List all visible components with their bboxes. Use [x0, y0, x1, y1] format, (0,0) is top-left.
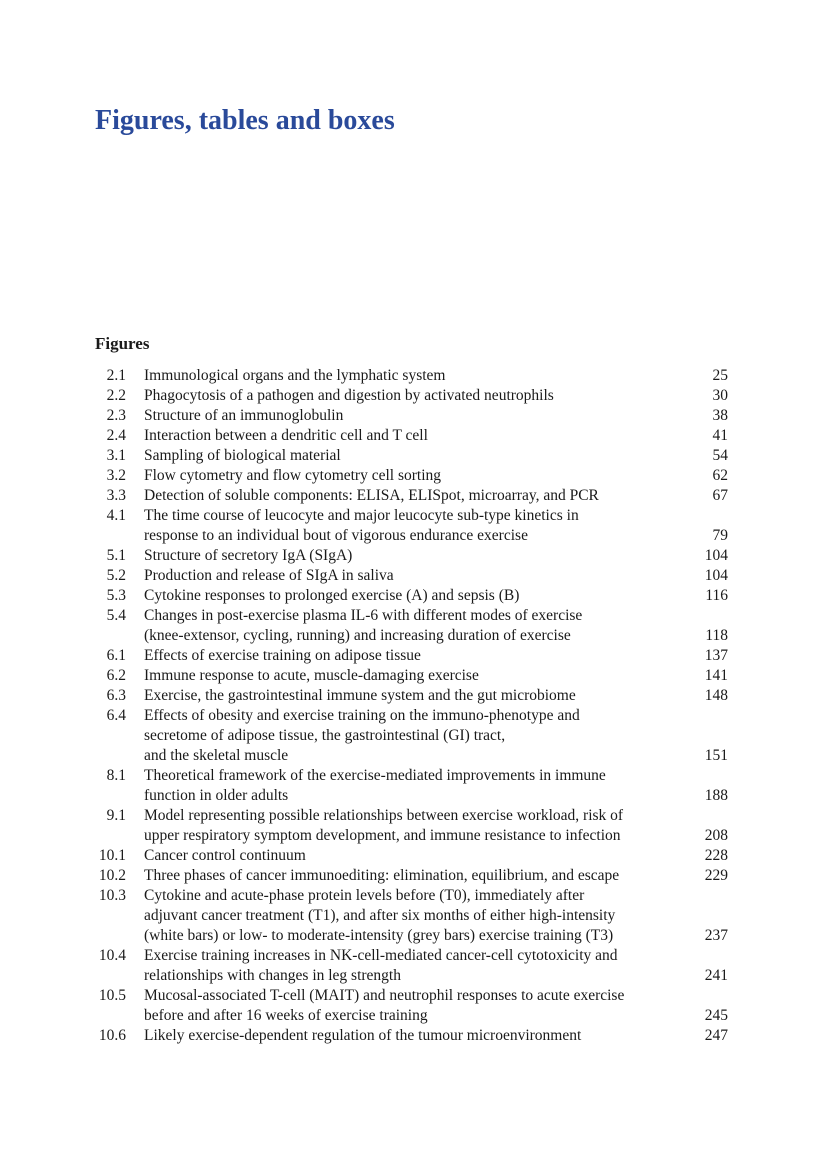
page-number: 141: [704, 667, 728, 684]
figure-caption-line: response to an individual bout of vigorous endurance exercise: [144, 527, 528, 544]
figure-list: [95, 366, 728, 1046]
figure-entry: [95, 1026, 728, 1046]
figure-caption-line: upper respiratory symptom development, and immune resistance to infection: [144, 827, 621, 844]
page-number: 104: [704, 547, 728, 564]
figure-caption-line: Detection of soluble components: ELISA, ELISpot, microarray, and PCR: [144, 487, 599, 504]
figure-caption-line: Production and release of SIgA in saliva: [144, 567, 394, 584]
figure-caption-line: relationships with changes in leg strength: [144, 967, 401, 984]
figure-entry: [95, 606, 728, 646]
figure-entry: [95, 386, 728, 406]
page-number: 237: [704, 927, 728, 944]
figure-entry: [95, 466, 728, 486]
page-number: 245: [704, 1007, 728, 1024]
figure-number: 3.1: [106, 447, 126, 464]
figure-caption-line: Immunological organs and the lymphatic system: [144, 367, 446, 384]
figure-entry: [95, 866, 728, 886]
page-number: 54: [712, 447, 728, 464]
figure-entry: [95, 666, 728, 686]
figure-caption-line: function in older adults: [144, 787, 289, 804]
figure-number: 8.1: [106, 767, 126, 784]
figure-caption-line: (white bars) or low- to moderate-intensity (grey bars) exercise training (T3): [144, 927, 614, 944]
figure-caption: [144, 486, 674, 506]
figure-caption: [144, 506, 674, 546]
figure-caption-line: Structure of secretory IgA (SIgA): [144, 547, 353, 564]
figure-caption-line: Model representing possible relationships between exercise workload, risk of: [144, 807, 624, 824]
figure-caption: [144, 866, 674, 886]
figure-entry: [95, 986, 728, 1026]
figure-caption-line: Cancer control continuum: [144, 847, 306, 864]
figure-caption-line: (knee-extensor, cycling, running) and increasing duration of exercise: [144, 627, 571, 644]
figure-number: 6.1: [106, 647, 126, 664]
figure-number: 4.1: [106, 507, 126, 524]
page-number: 208: [704, 827, 728, 844]
figure-entry: [95, 706, 728, 766]
page-number: 118: [705, 627, 728, 644]
figure-caption-line: Structure of an immunoglobulin: [144, 407, 344, 424]
figure-entry: [95, 806, 728, 846]
figure-number: 6.4: [106, 707, 126, 724]
page-number: 116: [705, 587, 728, 604]
figure-number: 10.5: [98, 987, 126, 1004]
figure-entry: [95, 846, 728, 866]
figure-caption: [144, 986, 674, 1026]
page-title: Figures, tables and boxes: [95, 105, 395, 136]
page-number: 247: [704, 1027, 728, 1044]
figure-caption-line: and the skeletal muscle: [144, 747, 289, 764]
figure-caption: [144, 666, 674, 686]
figure-entry: [95, 946, 728, 986]
figure-entry: [95, 506, 728, 546]
figure-entry: [95, 366, 728, 386]
figure-caption: [144, 466, 674, 486]
figure-entry: [95, 446, 728, 466]
figure-number: 2.3: [106, 407, 126, 424]
figure-caption-line: Changes in post-exercise plasma IL-6 with different modes of exercise: [144, 607, 583, 624]
figure-caption: [144, 646, 674, 666]
page-number: 188: [704, 787, 728, 804]
page-number: 229: [704, 867, 728, 884]
figure-number: 6.3: [106, 687, 126, 704]
figure-entry: [95, 646, 728, 666]
page-number: 41: [712, 427, 728, 444]
page-number: 25: [712, 367, 728, 384]
figure-number: 9.1: [106, 807, 126, 824]
figure-entry: [95, 486, 728, 506]
figure-caption: [144, 886, 674, 946]
figure-caption: [144, 446, 674, 466]
figure-caption-line: Interaction between a dendritic cell and T cell: [144, 427, 428, 444]
figure-caption-line: Mucosal-associated T-cell (MAIT) and neutrophil responses to acute exercise: [144, 987, 625, 1004]
figure-caption-line: Effects of obesity and exercise training on the immuno-phenotype and: [144, 707, 580, 724]
figure-caption-line: Exercise, the gastrointestinal immune system and the gut microbiome: [144, 687, 576, 704]
page-number: 38: [712, 407, 728, 424]
figure-caption: [144, 946, 674, 986]
figure-number: 6.2: [106, 667, 126, 684]
page-number: 228: [704, 847, 728, 864]
figure-caption-line: Sampling of biological material: [144, 447, 341, 464]
figure-caption-line: secretome of adipose tissue, the gastrointestinal (GI) tract,: [144, 727, 506, 744]
page-number: 79: [712, 527, 728, 544]
figure-caption: [144, 706, 674, 766]
figure-caption: [144, 366, 674, 386]
page-number: 148: [704, 687, 728, 704]
figure-caption-line: Immune response to acute, muscle-damaging exercise: [144, 667, 479, 684]
page-number: 137: [704, 647, 728, 664]
page-number: 151: [704, 747, 728, 764]
figure-number: 5.3: [106, 587, 126, 604]
figure-caption: [144, 766, 674, 806]
figure-caption: [144, 386, 674, 406]
figure-number: 10.2: [98, 867, 126, 884]
figure-number: 2.2: [106, 387, 126, 404]
figure-caption-line: Effects of exercise training on adipose tissue: [144, 647, 421, 664]
figure-entry: [95, 766, 728, 806]
figure-caption-line: Cytokine and acute-phase protein levels before (T0), immediately after: [144, 887, 585, 904]
figure-caption: [144, 546, 674, 566]
figure-number: 10.1: [98, 847, 126, 864]
figure-caption: [144, 586, 674, 606]
figure-entry: [95, 406, 728, 426]
figure-caption-line: Phagocytosis of a pathogen and digestion by activated neutrophils: [144, 387, 554, 404]
figure-entry: [95, 566, 728, 586]
figure-number: 10.6: [98, 1027, 126, 1044]
figure-number: 10.3: [98, 887, 126, 904]
figure-number: 10.4: [98, 947, 126, 964]
figure-number: 3.3: [106, 487, 126, 504]
figure-caption: [144, 606, 674, 646]
figure-number: 3.2: [106, 467, 126, 484]
figure-caption: [144, 1026, 674, 1046]
figure-number: 2.1: [106, 367, 126, 384]
figure-entry: [95, 426, 728, 446]
figure-entry: [95, 546, 728, 566]
page-number: 62: [712, 467, 728, 484]
figure-entry: [95, 586, 728, 606]
figure-caption-line: Flow cytometry and flow cytometry cell sorting: [144, 467, 442, 484]
figure-caption: [144, 846, 674, 866]
figure-caption-line: Theoretical framework of the exercise-mediated improvements in immune: [144, 767, 606, 784]
figure-caption: [144, 566, 674, 586]
figure-caption: [144, 806, 674, 846]
figure-caption-line: Three phases of cancer immunoediting: elimination, equilibrium, and escape: [144, 867, 620, 884]
figure-number: 5.2: [106, 567, 126, 584]
figure-entry: [95, 686, 728, 706]
section-heading: Figures: [95, 334, 150, 353]
figure-caption: [144, 426, 674, 446]
page-number: 67: [712, 487, 728, 504]
figure-entry: [95, 886, 728, 946]
figure-caption-line: adjuvant cancer treatment (T1), and after six months of either high-intensity: [144, 907, 616, 924]
figure-caption-line: Cytokine responses to prolonged exercise (A) and sepsis (B): [144, 587, 520, 604]
page-number: 104: [704, 567, 728, 584]
figure-caption: [144, 686, 674, 706]
figure-caption-line: before and after 16 weeks of exercise training: [144, 1007, 428, 1024]
page-number: 30: [712, 387, 728, 404]
figure-caption-line: The time course of leucocyte and major leucocyte sub-type kinetics in: [144, 507, 579, 524]
figure-caption-line: Exercise training increases in NK-cell-mediated cancer-cell cytotoxicity and: [144, 947, 618, 964]
figure-number: 5.4: [106, 607, 126, 624]
figure-caption-line: Likely exercise-dependent regulation of the tumour microenvironment: [144, 1027, 582, 1044]
figure-number: 2.4: [106, 427, 126, 444]
figure-number: 5.1: [106, 547, 126, 564]
page-number: 241: [704, 967, 728, 984]
figure-caption: [144, 406, 674, 426]
